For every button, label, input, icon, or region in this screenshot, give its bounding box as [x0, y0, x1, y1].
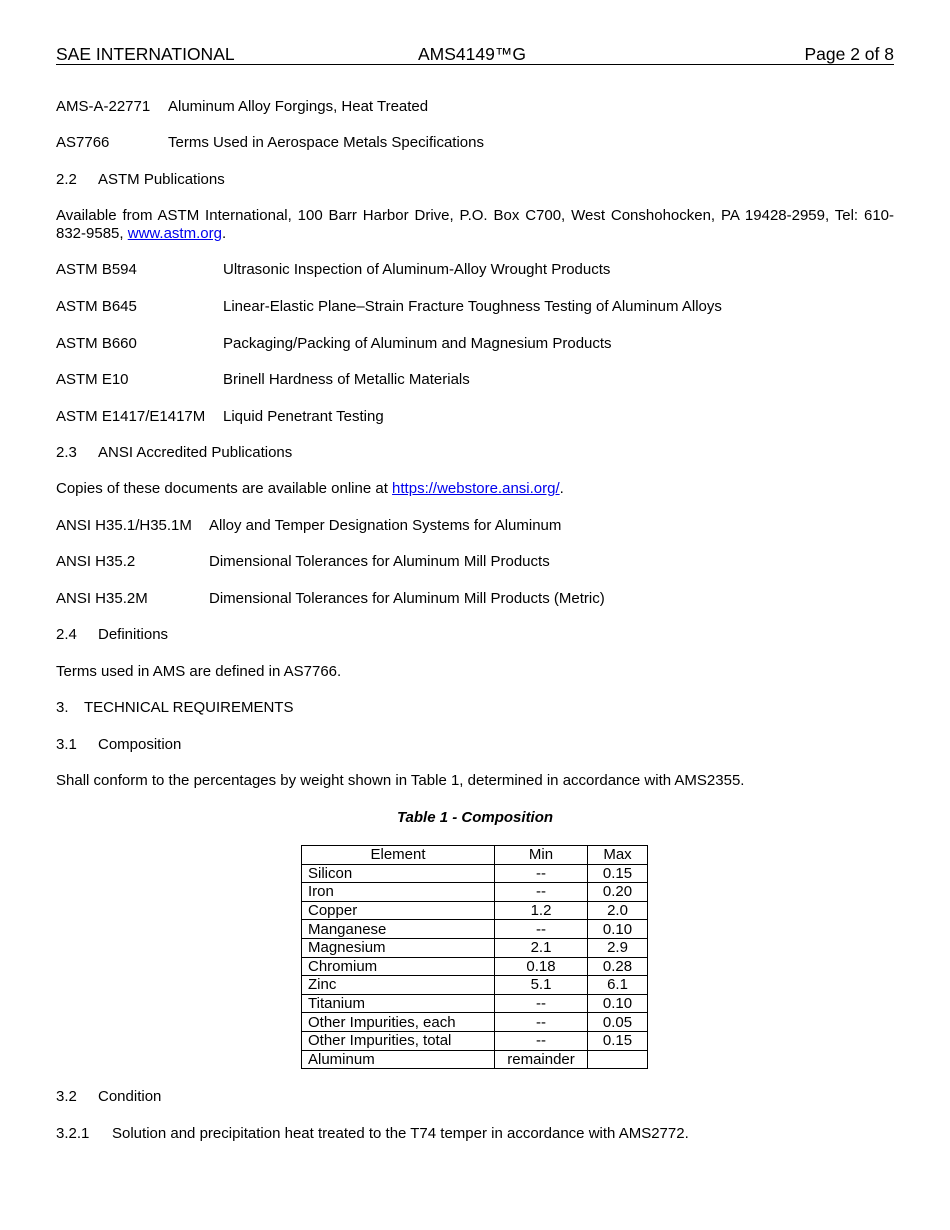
ref-title: Ultrasonic Inspection of Aluminum-Alloy Wrought Products [223, 261, 611, 278]
section-heading-2-3 [56, 444, 293, 462]
period: . [559, 480, 564, 497]
element-cell: Aluminum [302, 1050, 495, 1069]
section-number: 3.2 [56, 1088, 77, 1105]
ref-code: ASTM E1417/E1417M [56, 408, 206, 425]
header-page-number: Page 2 of 8 [804, 44, 894, 64]
element-cell: Manganese [302, 920, 495, 939]
element-cell: Iron [302, 883, 495, 902]
element-cell: Other Impurities, total [302, 1031, 495, 1050]
element-cell: Other Impurities, each [302, 1013, 495, 1032]
ref-code: ASTM E10 [56, 371, 129, 388]
definitions-paragraph: Terms used in AMS are defined in AS7766. [56, 663, 342, 680]
max-cell: 0.15 [588, 864, 648, 883]
max-cell: 0.10 [588, 920, 648, 939]
max-cell: 0.20 [588, 883, 648, 902]
min-cell: -- [495, 994, 588, 1013]
ref-item [56, 335, 612, 353]
min-cell: remainder [495, 1050, 588, 1069]
header-org: SAE INTERNATIONAL [56, 44, 235, 64]
header-doc-number: AMS4149™G [418, 44, 526, 64]
ref-item [56, 517, 562, 535]
ref-code: AMS-A-22771 [56, 98, 151, 115]
section-title: Definitions [98, 626, 169, 643]
element-cell: Copper [302, 901, 495, 920]
ref-title: Packaging/Packing of Aluminum and Magnesium Products [223, 335, 612, 352]
section-number: 3.1 [56, 736, 77, 753]
table-row [302, 1031, 648, 1050]
max-cell: 0.15 [588, 1031, 648, 1050]
min-cell: 1.2 [495, 901, 588, 920]
availability-text: Available from ASTM International, 100 Barr Harbor Drive, P.O. Box C700, West Conshohocken, PA 19428-2959, Tel: 610-832-9585, [56, 207, 894, 242]
element-cell: Chromium [302, 957, 495, 976]
min-cell: 0.18 [495, 957, 588, 976]
ref-item [56, 553, 550, 571]
max-cell: 2.9 [588, 938, 648, 957]
min-cell: -- [495, 864, 588, 883]
table-row [302, 864, 648, 883]
element-cell: Titanium [302, 994, 495, 1013]
min-cell: 5.1 [495, 976, 588, 995]
max-cell: 0.05 [588, 1013, 648, 1032]
section-heading-3-1 [56, 736, 182, 754]
min-cell: -- [495, 883, 588, 902]
ref-code: ASTM B594 [56, 261, 137, 278]
ref-title: Brinell Hardness of Metallic Materials [223, 371, 470, 388]
astm-link[interactable]: www.astm.org [127, 225, 222, 242]
min-cell: -- [495, 1031, 588, 1050]
section-title: TECHNICAL REQUIREMENTS [84, 699, 294, 716]
period: . [221, 225, 227, 242]
ref-item [56, 590, 605, 608]
ref-item [56, 298, 722, 316]
table-caption: Table 1 - Composition [396, 809, 554, 826]
section-heading-2-4 [56, 626, 169, 644]
section-title: Composition [98, 736, 182, 753]
section-number: 3. [56, 699, 69, 716]
ref-item [56, 261, 611, 279]
composition-paragraph: Shall conform to the percentages by weight shown in Table 1, determined in accordance with AMS2355. [56, 772, 745, 789]
max-cell: 6.1 [588, 976, 648, 995]
ref-code: ANSI H35.2M [56, 590, 148, 607]
max-cell [588, 1050, 648, 1069]
min-cell: -- [495, 1013, 588, 1032]
table-row [302, 920, 648, 939]
element-cell: Silicon [302, 864, 495, 883]
ansi-availability-paragraph [56, 480, 564, 498]
ref-title: Dimensional Tolerances for Aluminum Mill Products [209, 553, 550, 570]
ansi-link[interactable]: https://webstore.ansi.org/ [392, 480, 560, 497]
ref-title: Terms Used in Aerospace Metals Specifications [168, 134, 484, 151]
page-header [56, 44, 894, 65]
ref-code: ASTM B645 [56, 298, 137, 315]
table-row [302, 976, 648, 995]
ref-item [56, 371, 470, 389]
table-header-row [302, 846, 648, 865]
section-number: 3.2.1 [56, 1125, 90, 1142]
column-header: Max [588, 846, 648, 865]
ref-item [56, 408, 384, 426]
table-row [302, 1050, 648, 1069]
section-3-2-1 [56, 1125, 689, 1143]
section-number: 2.3 [56, 444, 77, 461]
section-heading-2-2 [56, 171, 225, 189]
availability-text: Copies of these documents are available online at [56, 480, 393, 497]
table-row [302, 957, 648, 976]
min-cell: -- [495, 920, 588, 939]
composition-table [301, 845, 648, 1069]
ref-title: Linear-Elastic Plane–Strain Fracture Toughness Testing of Aluminum Alloys [223, 298, 722, 315]
section-text: Solution and precipitation heat treated to the T74 temper in accordance with AMS2772. [112, 1125, 689, 1142]
ref-code: ANSI H35.2 [56, 553, 136, 570]
ref-title: Liquid Penetrant Testing [223, 408, 384, 425]
ref-code: ASTM B660 [56, 335, 137, 352]
table-row [302, 883, 648, 902]
element-cell: Zinc [302, 976, 495, 995]
ref-code: ANSI H35.1/H35.1M [56, 517, 192, 534]
ref-title: Dimensional Tolerances for Aluminum Mill Products (Metric) [209, 590, 605, 607]
max-cell: 0.10 [588, 994, 648, 1013]
column-header: Min [495, 846, 588, 865]
ref-item [56, 134, 484, 152]
ref-item [56, 98, 429, 116]
min-cell: 2.1 [495, 938, 588, 957]
section-title: Condition [98, 1088, 162, 1105]
astm-availability-paragraph [56, 207, 894, 243]
table-row [302, 1013, 648, 1032]
section-number: 2.4 [56, 626, 77, 643]
table-row [302, 994, 648, 1013]
element-cell: Magnesium [302, 938, 495, 957]
section-heading-3-2 [56, 1088, 162, 1106]
section-title: ASTM Publications [98, 171, 225, 188]
section-title: ANSI Accredited Publications [98, 444, 293, 461]
table-row [302, 901, 648, 920]
ref-code: AS7766 [56, 134, 110, 151]
max-cell: 0.28 [588, 957, 648, 976]
ref-title: Aluminum Alloy Forgings, Heat Treated [168, 98, 429, 115]
column-header: Element [302, 846, 495, 865]
section-heading-3 [56, 699, 294, 717]
max-cell: 2.0 [588, 901, 648, 920]
table-row [302, 938, 648, 957]
ref-title: Alloy and Temper Designation Systems for Aluminum [209, 517, 562, 534]
section-number: 2.2 [56, 171, 77, 188]
